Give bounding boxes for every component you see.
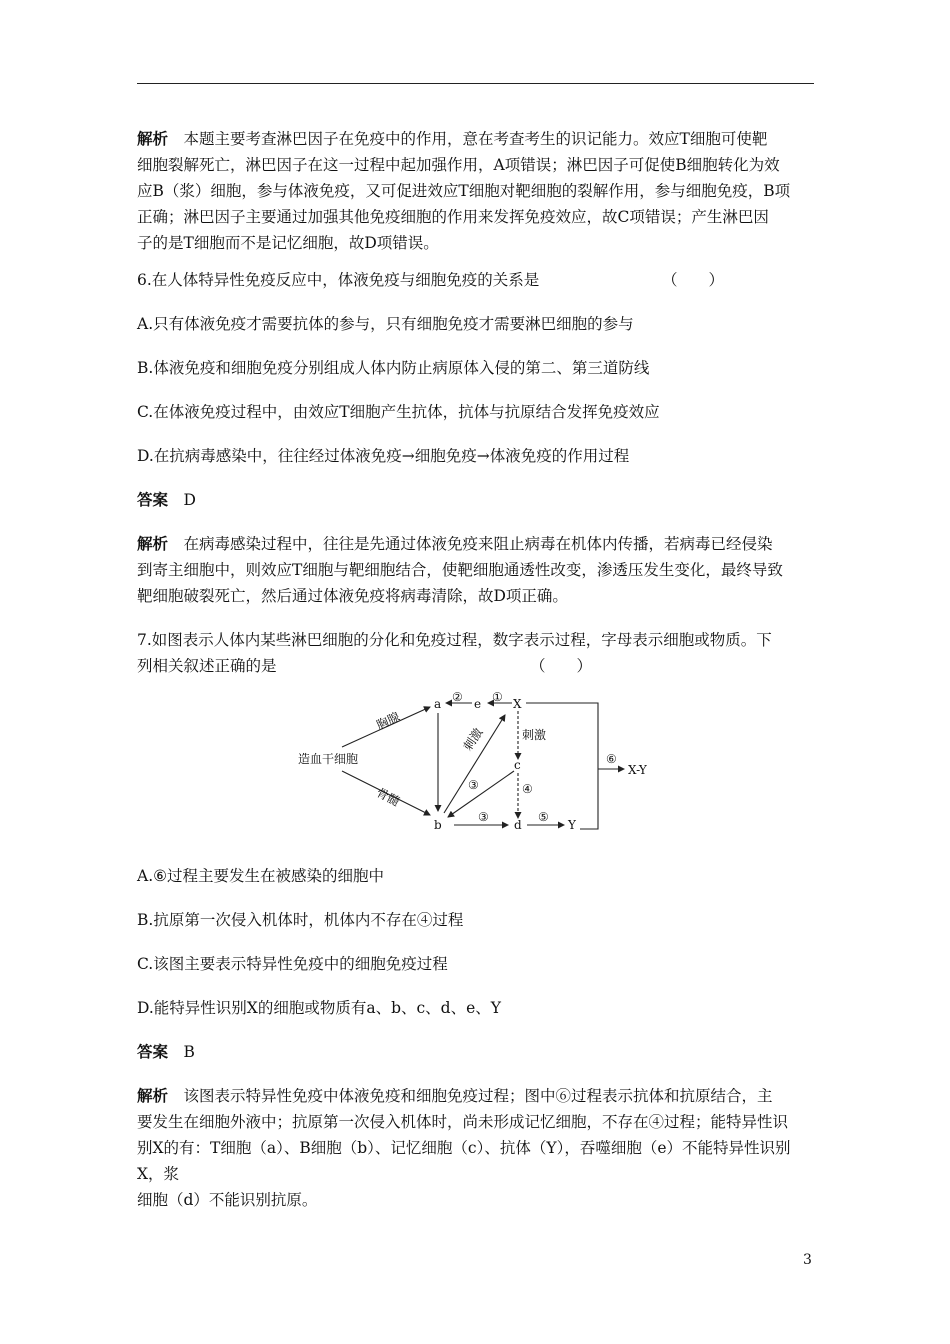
- page-number: 3: [803, 1252, 812, 1268]
- stimulate-label-a: 刺激: [460, 725, 486, 754]
- step-1: ①: [492, 690, 503, 704]
- q7-stem-line-2: 列相关叙述正确的是: [137, 657, 277, 675]
- q7-answer-value: B: [183, 1043, 195, 1061]
- q6-option-b: B.体液免疫和细胞免疫分别组成人体内防止病原体入侵的第二、第三道防线: [137, 359, 650, 377]
- step-2: ②: [452, 690, 463, 704]
- q7-answer-label: 答案: [137, 1042, 169, 1061]
- node-y: Y: [568, 818, 576, 832]
- marrow-label: 骨髓: [374, 785, 402, 809]
- node-b: b: [434, 818, 442, 832]
- q6-option-c: C.在体液免疫过程中，由效应T细胞产生抗体，抗体与抗原结合发挥免疫效应: [137, 403, 660, 421]
- q7-analysis-line-2: 要发生在细胞外液中；抗原第一次侵入机体时，尚未形成记忆细胞，不存在④过程；能特异性识: [137, 1113, 789, 1131]
- step-3-a: ③: [468, 778, 479, 792]
- q6-answer-label: 答案: [137, 490, 169, 509]
- q5-analysis-label: 解析: [137, 129, 169, 148]
- q7-option-b: B.抗原第一次侵入机体时，机体内不存在④过程: [137, 911, 464, 929]
- q6-answer-value: D: [183, 491, 196, 509]
- q6-answer: [137, 487, 814, 513]
- q5-analysis-line-3: 应B（浆）细胞，参与体液免疫，又可促进效应T细胞对靶细胞的裂解作用，参与细胞免疫，B项: [137, 182, 791, 200]
- step-6: ⑥: [606, 752, 617, 766]
- q7-stem-line-1: 7.如图表示人体内某些淋巴细胞的分化和免疫过程，数字表示过程，字母表示细胞或物质。下: [137, 631, 772, 649]
- immune-diagram: [280, 685, 680, 840]
- q7-option-a: A.⑥过程主要发生在被感染的细胞中: [137, 867, 385, 885]
- q7-answer: [137, 1039, 814, 1065]
- bracket-x-y: [526, 703, 598, 829]
- q6-analysis-label: 解析: [137, 534, 169, 553]
- step-3-b: ③: [478, 810, 489, 824]
- q6-analysis-line-1: 解析 在病毒感染过程中，往往是先通过体液免疫来阻止病毒在机体内传播，若病毒已经侵染: [137, 534, 773, 553]
- q6-stem: 6.在人体特异性免疫反应中，体液免疫与细胞免疫的关系是: [137, 271, 540, 289]
- q6-analysis-line-2: 到寄主细胞中，则效应T细胞与靶细胞结合，使靶细胞通透性改变，渗透压发生变化，最终导致: [137, 561, 783, 579]
- q5-analysis: [137, 126, 814, 256]
- thymus-label: 胸腺: [374, 709, 402, 733]
- q6-analysis-line-3: 靶细胞破裂死亡，然后通过体液免疫将病毒清除，故D项正确。: [137, 587, 568, 605]
- node-e: e: [474, 697, 482, 711]
- q6-analysis: [137, 531, 814, 609]
- q7-analysis-label: 解析: [137, 1086, 169, 1105]
- q7-option-d: D.能特异性识别X的细胞或物质有a、b、c、d、e、Y: [137, 999, 502, 1017]
- step-4: ④: [522, 782, 533, 796]
- q7-analysis-line-1: 解析 该图表示特异性免疫中体液免疫和细胞免疫过程；图中⑥过程表示抗体和抗原结合，主: [137, 1086, 773, 1105]
- stimulate-label-b: 刺激: [522, 728, 547, 742]
- node-x-y: X-Y: [628, 763, 647, 777]
- q5-analysis-line-5: 子的是T细胞而不是记忆细胞，故D项错误。: [137, 234, 439, 252]
- q7-answer-blank: （ ）: [530, 657, 593, 675]
- q5-analysis-line-4: 正确；淋巴因子主要通过加强其他免疫细胞的作用来发挥免疫效应，故C项错误；产生淋巴因: [137, 208, 769, 226]
- q7-analysis-line-4: 细胞（d）不能识别抗原。: [137, 1191, 318, 1209]
- stem-cell-label: 造血干细胞: [298, 752, 359, 766]
- q7-stem: [137, 627, 814, 679]
- header-rule: [137, 83, 814, 84]
- node-d: d: [514, 818, 522, 832]
- q7-analysis-line-3: 别X的有：T细胞（a）、B细胞（b）、记忆细胞（c）、抗体（Y），吞噬细胞（e）不能特异性识别X，浆: [137, 1139, 791, 1183]
- q5-analysis-line-1: 解析 本题主要考查淋巴因子在免疫中的作用，意在考查考生的识记能力。效应T细胞可使靶: [137, 129, 768, 148]
- node-x: X: [513, 697, 522, 711]
- q7-analysis: [137, 1083, 814, 1213]
- q7-option-c: C.该图主要表示特异性免疫中的细胞免疫过程: [137, 955, 448, 973]
- node-a: a: [434, 697, 442, 711]
- q6-answer-blank: （ ）: [662, 271, 725, 289]
- q5-analysis-line-2: 细胞裂解死亡，淋巴因子在这一过程中起加强作用，A项错误；淋巴因子可促使B细胞转化为效: [137, 156, 780, 174]
- node-c: c: [514, 758, 521, 772]
- step-5: ⑤: [538, 810, 549, 824]
- q6-option-d: D.在抗病毒感染中，往往经过体液免疫→细胞免疫→体液免疫的作用过程: [137, 447, 630, 465]
- q6-option-a: A.只有体液免疫才需要抗体的参与，只有细胞免疫才需要淋巴细胞的参与: [137, 315, 634, 333]
